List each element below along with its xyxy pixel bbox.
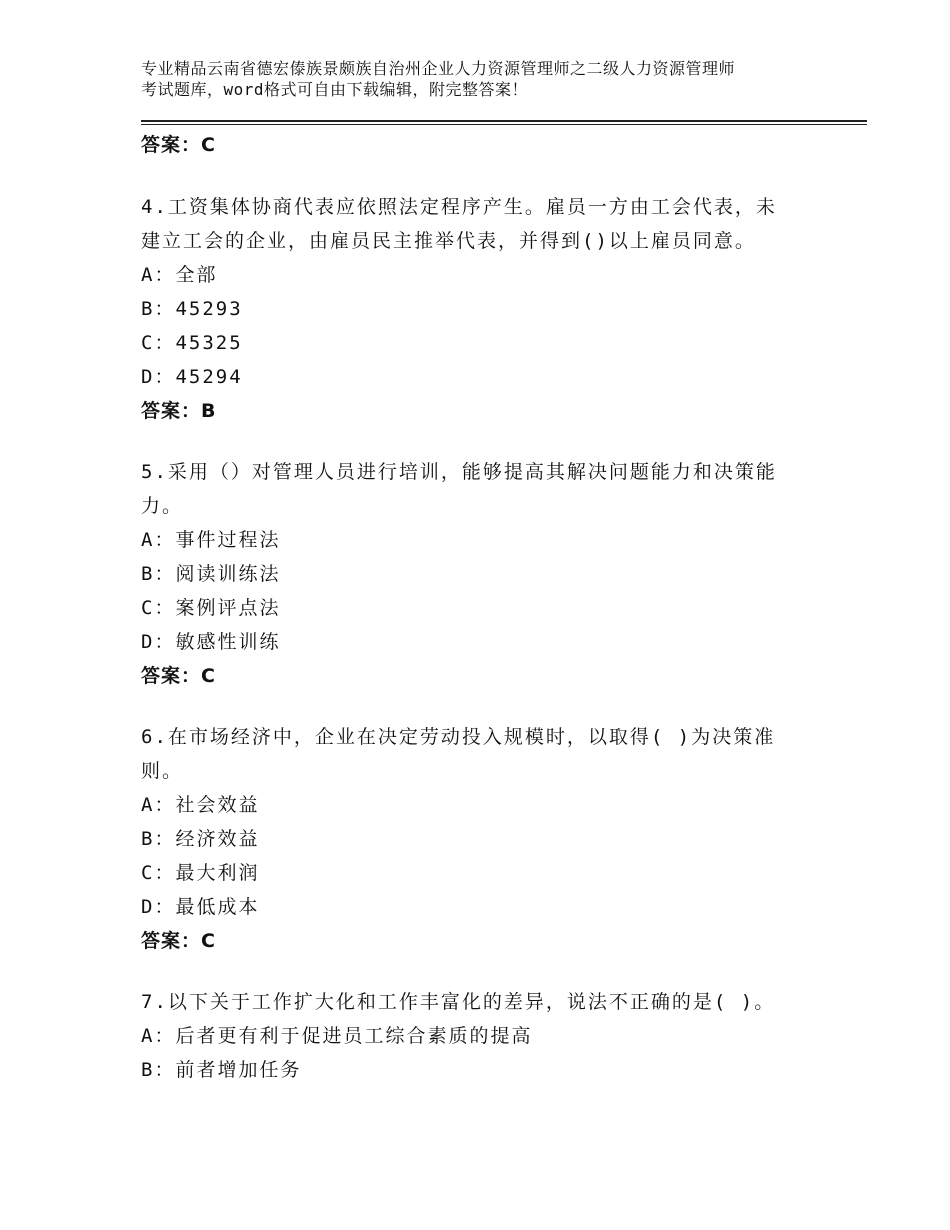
header-title-line-2: 考试题库，word格式可自由下载编辑，附完整答案！ [141, 80, 529, 99]
header-divider-thick [141, 120, 867, 122]
option-b: B：经济效益 [141, 828, 260, 850]
question-stem-line: 5.采用（）对管理人员进行培训，能够提高其解决问题能力和决策能 [141, 461, 777, 483]
answer-label: 答案：B [141, 400, 217, 422]
question-stem [141, 720, 831, 788]
answer-label: 答案：C [141, 134, 216, 156]
question-list [141, 128, 831, 1114]
question-stem-line: 6.在市场经济中，企业在决定劳动投入规模时，以取得( )为决策准 [141, 726, 776, 748]
question-item [141, 720, 831, 958]
option-b: B：45293 [141, 298, 243, 320]
option-a: A：全部 [141, 264, 218, 286]
answer-label: 答案：C [141, 665, 216, 687]
question-stem [141, 985, 831, 1019]
question-item [141, 985, 831, 1087]
option-c: C：案例评点法 [141, 597, 281, 619]
question-stem-line: 7.以下关于工作扩大化和工作丰富化的差异，说法不正确的是( )。 [141, 991, 776, 1013]
header-divider-thin [141, 124, 867, 125]
option-d: D：45294 [141, 366, 243, 388]
question-stem [141, 190, 831, 258]
question-stem-line: 4.工资集体协商代表应依照法定程序产生。雇员一方由工会代表，未 [141, 196, 777, 218]
document-header [141, 58, 831, 100]
option-a: A：事件过程法 [141, 529, 281, 551]
option-b: B：前者增加任务 [141, 1059, 302, 1081]
question-stem-line: 则。 [141, 760, 184, 782]
answer-label: 答案：C [141, 930, 216, 952]
question-stem-line: 力。 [141, 495, 184, 517]
option-a: A：后者更有利于促进员工综合素质的提高 [141, 1025, 533, 1047]
question-item [141, 455, 831, 693]
header-title-line-1: 专业精品云南省德宏傣族景颇族自治州企业人力资源管理师之二级人力资源管理师 [141, 59, 736, 78]
question-stem [141, 455, 831, 523]
question-item [141, 190, 831, 428]
question-stem-line: 建立工会的企业，由雇员民主推举代表，并得到()以上雇员同意。 [141, 230, 756, 252]
option-d: D：最低成本 [141, 896, 260, 918]
option-b: B：阅读训练法 [141, 563, 281, 585]
option-d: D：敏感性训练 [141, 631, 281, 653]
option-a: A：社会效益 [141, 794, 260, 816]
option-c: C：45325 [141, 332, 243, 354]
option-c: C：最大利润 [141, 862, 260, 884]
